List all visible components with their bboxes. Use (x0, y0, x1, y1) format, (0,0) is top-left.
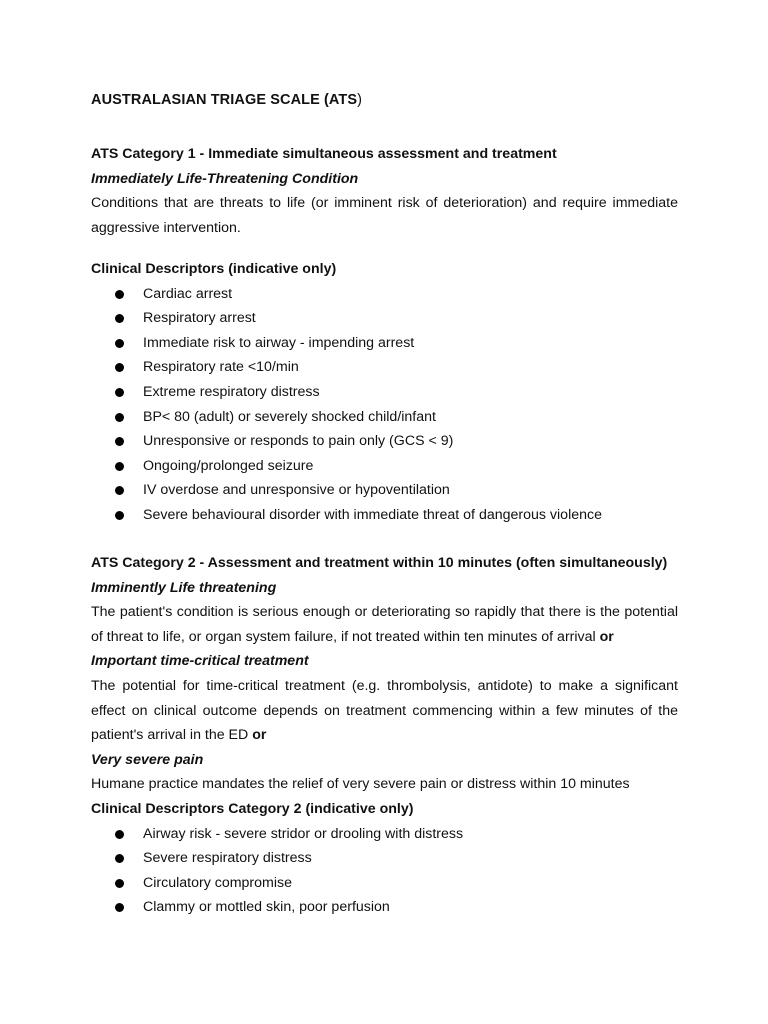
bullet-icon (115, 290, 124, 299)
bullet-icon (115, 388, 124, 397)
list-item (91, 355, 678, 380)
category-1-heading: ATS Category 1 - Immediate simultaneous assessment and treatment (91, 146, 557, 162)
list-item-text: Unresponsive or responds to pain only (GCS < 9) (143, 433, 454, 450)
list-item-text: Respiratory rate <10/min (143, 359, 299, 376)
bullet-icon (115, 854, 124, 863)
list-item-text: Respiratory arrest (143, 310, 256, 327)
category-2-subheading-2: Important time-critical treatment (91, 653, 309, 670)
bullet-icon (115, 413, 124, 422)
bullet-icon (115, 903, 124, 912)
bullet-icon (115, 314, 124, 323)
list-item-text: IV overdose and unresponsive or hypoventilation (143, 482, 450, 499)
list-item (91, 454, 678, 479)
list-item-text: Airway risk - severe stridor or drooling with distress (143, 825, 464, 842)
list-item (91, 503, 678, 528)
document-title-paren: ) (357, 92, 363, 108)
list-item-text: BP< 80 (adult) or severely shocked child/infant (143, 408, 436, 425)
category-2-text-1 (91, 600, 678, 649)
list-item (91, 895, 678, 920)
category-1-subheading: Immediately Life-Threatening Condition (91, 170, 359, 187)
category-2-descriptor-list (91, 822, 678, 920)
category-2-heading: ATS Category 2 - Assessment and treatment within 10 minutes (often simultaneously) (91, 555, 668, 571)
list-item-text: Extreme respiratory distress (143, 383, 320, 400)
category-2-section (91, 551, 678, 920)
category-2-subheading-1: Imminently Life threatening (91, 579, 277, 596)
list-item-text: Severe respiratory distress (143, 850, 312, 867)
list-item (91, 846, 678, 871)
bullet-icon (115, 363, 124, 372)
category-1-descriptors (91, 257, 678, 528)
category-2-text-2-body: The potential for time-critical treatment (e.g. thrombolysis, antidote) to make a significant effect on clinical outcome depends on treatment commencing within a few minutes of the patient's arrival in the ED (91, 677, 678, 744)
bullet-icon (115, 437, 124, 446)
bullet-icon (115, 339, 124, 348)
list-item-text: Circulatory compromise (143, 874, 293, 891)
list-item-text: Cardiac arrest (143, 285, 233, 302)
category-2-descriptors-heading: Clinical Descriptors Category 2 (indicative only) (91, 800, 414, 817)
category-2-text-2-or: or (252, 727, 267, 744)
list-item (91, 331, 678, 356)
list-item-text: Ongoing/prolonged seizure (143, 457, 314, 474)
category-1-descriptor-list (91, 282, 678, 528)
bullet-icon (115, 486, 124, 495)
list-item-text: Clammy or mottled skin, poor perfusion (143, 899, 390, 916)
bullet-icon (115, 879, 124, 888)
list-item (91, 282, 678, 307)
document-title (91, 92, 678, 108)
category-2-text-3: Humane practice mandates the relief of very severe pain or distress within 10 minutes (91, 776, 630, 793)
bullet-icon (115, 511, 124, 520)
category-2-text-1-or: or (599, 628, 614, 645)
list-item (91, 478, 678, 503)
list-item (91, 429, 678, 454)
category-1-description: Conditions that are threats to life (or imminent risk of deterioration) and require immediate aggressive intervention. (91, 195, 678, 236)
list-item-text: Immediate risk to airway - impending arrest (143, 334, 415, 351)
category-1-descriptors-heading: Clinical Descriptors (indicative only) (91, 261, 337, 277)
bullet-icon (115, 462, 124, 471)
list-item (91, 405, 678, 430)
list-item (91, 380, 678, 405)
list-item (91, 871, 678, 896)
list-item (91, 306, 678, 331)
category-1-section (91, 142, 678, 240)
list-item (91, 822, 678, 847)
document-title-text: AUSTRALASIAN TRIAGE SCALE (ATS (91, 92, 358, 108)
category-2-text-1-body: The patient's condition is serious enough or deteriorating so rapidly that there is the potential of threat to life, or organ system failure, if not treated within ten minutes of arrival (91, 604, 678, 645)
category-2-text-2 (91, 674, 678, 748)
bullet-icon (115, 830, 124, 839)
list-item-text: Severe behavioural disorder with immediate threat of dangerous violence (143, 506, 602, 523)
category-2-subheading-3: Very severe pain (91, 751, 204, 768)
